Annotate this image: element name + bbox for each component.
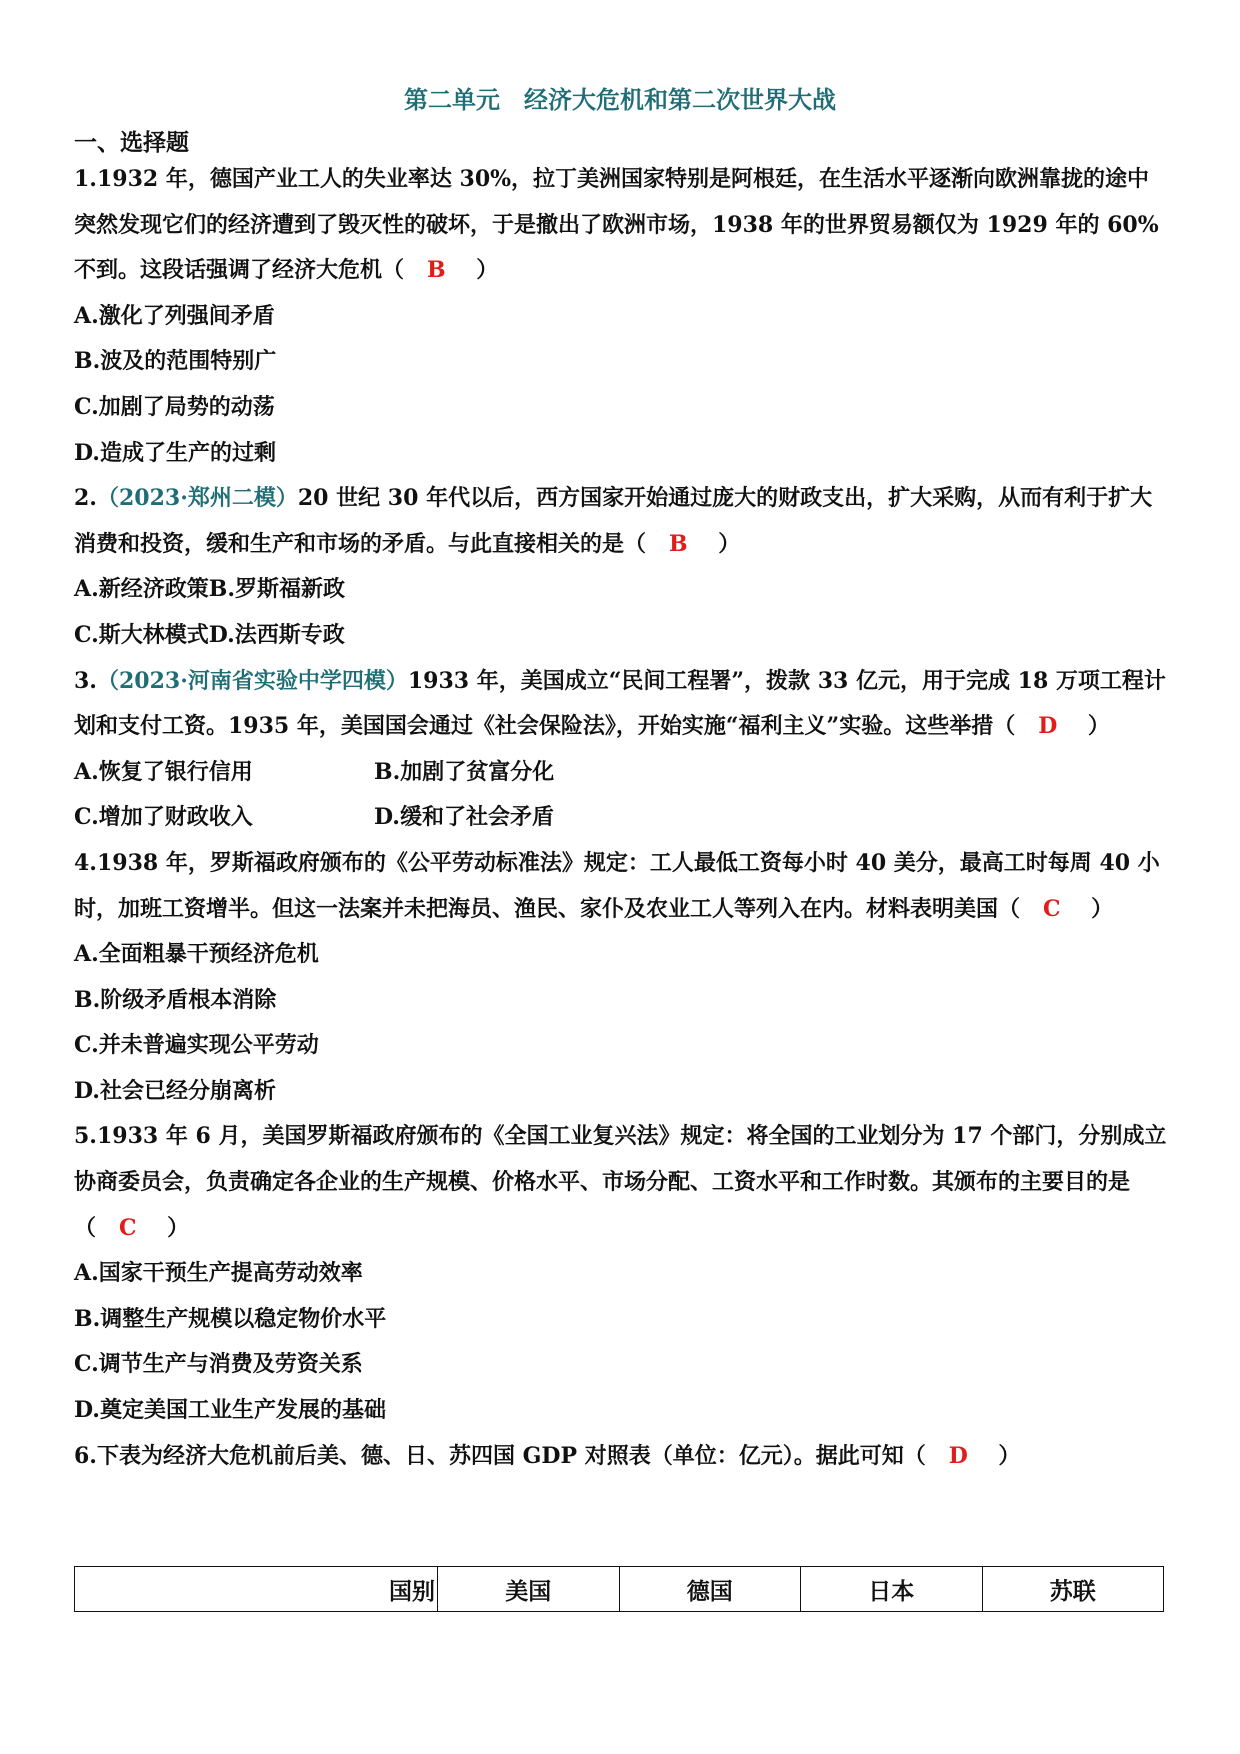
question-3 bbox=[74, 659, 1170, 841]
question-4 bbox=[74, 841, 1170, 1115]
stem-text: 5.1933 年 6 月，美国罗斯福政府颁布的《全国工业复兴法》规定：将全国的工业划分为 17 个部门，分别成立协商委员会，负责确定各企业的生产规模、价格水平、市场分配、工资水平和工作时数。其颁布的主要目的是（ bbox=[74, 1123, 1167, 1241]
option-a: A.恢复了银行信用 bbox=[74, 758, 253, 785]
option-d: D.社会已经分崩离析 bbox=[74, 1077, 276, 1104]
option-b: B.调整生产规模以稳定物价水平 bbox=[74, 1305, 387, 1332]
question-6 bbox=[74, 1434, 1170, 1480]
question-source: （2023·河南省实验中学四模） bbox=[96, 667, 408, 694]
option-row bbox=[74, 795, 1170, 841]
unit-title: 第二单元 经济大危机和第二次世界大战 bbox=[404, 85, 836, 114]
gdp-table bbox=[74, 1566, 1164, 1612]
question-stem bbox=[74, 659, 1170, 750]
answer-letter: C bbox=[1043, 895, 1061, 922]
question-list bbox=[74, 157, 1170, 1479]
table-header-cell: 国别 bbox=[75, 1567, 438, 1612]
question-2 bbox=[74, 476, 1170, 658]
stem-text: 1.1932 年，德国产业工人的失业率达 30%，拉丁美洲国家特别是阿根廷，在生活水平逐渐向欧洲靠拢的途中突然发现它们的经济遭到了毁灭性的破坏，于是撤出了欧洲市场，1938 年的世界贸易额仅为 1929 年的 60%不到。这段话强调了经济大危机（ bbox=[74, 166, 1159, 284]
option-row bbox=[74, 750, 1170, 796]
stem-text: 4.1938 年，罗斯福政府颁布的《公平劳动标准法》规定：工人最低工资每小时 40 美分，最高工时每周 40 小时，加班工资增半。但这一法案并未把海员、渔民、家仆及农业工人等列入在内。材料表明美国（ bbox=[74, 849, 1160, 922]
answer-letter: D bbox=[1038, 713, 1058, 740]
stem-text: 1933 年，美国成立“民间工程署”，拨款 33 亿元，用于完成 18 万项工程计划和支付工资。1935 年，美国国会通过《社会保险法》，开始实施“福利主义”实验。这些举措（ bbox=[74, 667, 1166, 740]
answer-letter: D bbox=[948, 1442, 968, 1469]
option-cd: C.斯大林模式D.法西斯专政 bbox=[74, 621, 345, 648]
table-header-cell: 日本 bbox=[801, 1567, 983, 1612]
question-stem bbox=[74, 841, 1170, 932]
option-c: C.并未普遍实现公平劳动 bbox=[74, 1032, 319, 1059]
question-stem bbox=[74, 157, 1170, 294]
option-a: A.全面粗暴干预经济危机 bbox=[74, 941, 319, 968]
answer-letter: B bbox=[669, 530, 688, 557]
option-b: B.加剧了贫富分化 bbox=[374, 758, 555, 785]
question-number: 2. bbox=[74, 485, 97, 512]
question-stem bbox=[74, 1434, 1170, 1480]
stem-closing: ） bbox=[718, 530, 741, 557]
table-header-cell: 美国 bbox=[438, 1567, 620, 1612]
answer-letter: B bbox=[427, 257, 446, 284]
stem-closing: ） bbox=[1091, 895, 1114, 922]
option-ab: A.新经济政策B.罗斯福新政 bbox=[74, 576, 345, 603]
stem-closing: ） bbox=[1087, 713, 1110, 740]
question-number: 3. bbox=[74, 667, 97, 694]
question-stem bbox=[74, 1114, 1170, 1251]
table-header-row bbox=[75, 1567, 1164, 1612]
option-c: C.加剧了局势的动荡 bbox=[74, 393, 275, 420]
option-d: D.缓和了社会矛盾 bbox=[374, 804, 554, 831]
option-d: D.造成了生产的过剩 bbox=[74, 439, 276, 466]
stem-closing: ） bbox=[476, 257, 499, 284]
table-header-cell: 苏联 bbox=[982, 1567, 1164, 1612]
question-5 bbox=[74, 1114, 1170, 1433]
question-1 bbox=[74, 157, 1170, 476]
answer-letter: C bbox=[119, 1214, 137, 1241]
stem-closing: ） bbox=[998, 1442, 1021, 1469]
stem-text: 6.下表为经济大危机前后美、德、日、苏四国 GDP 对照表（单位：亿元）。据此可知（ bbox=[74, 1442, 926, 1469]
question-stem bbox=[74, 476, 1170, 567]
stem-closing: ） bbox=[167, 1214, 190, 1241]
option-c: C.增加了财政收入 bbox=[74, 804, 253, 831]
question-source: （2023·郑州二模） bbox=[96, 485, 298, 512]
option-a: A.国家干预生产提高劳动效率 bbox=[74, 1260, 363, 1287]
option-b: B.阶级矛盾根本消除 bbox=[74, 986, 277, 1013]
stem-text: 20 世纪 30 年代以后，西方国家开始通过庞大的财政支出，扩大采购，从而有利于扩大消费和投资，缓和生产和市场的矛盾。与此直接相关的是（ bbox=[74, 485, 1153, 557]
option-d: D.奠定美国工业生产发展的基础 bbox=[74, 1397, 386, 1424]
option-a: A.激化了列强间矛盾 bbox=[74, 302, 275, 329]
table-header-cell: 德国 bbox=[619, 1567, 801, 1612]
option-c: C.调节生产与消费及劳资关系 bbox=[74, 1351, 363, 1378]
section-heading: 一、选择题 bbox=[74, 129, 189, 156]
option-b: B.波及的范围特别广 bbox=[74, 348, 277, 375]
